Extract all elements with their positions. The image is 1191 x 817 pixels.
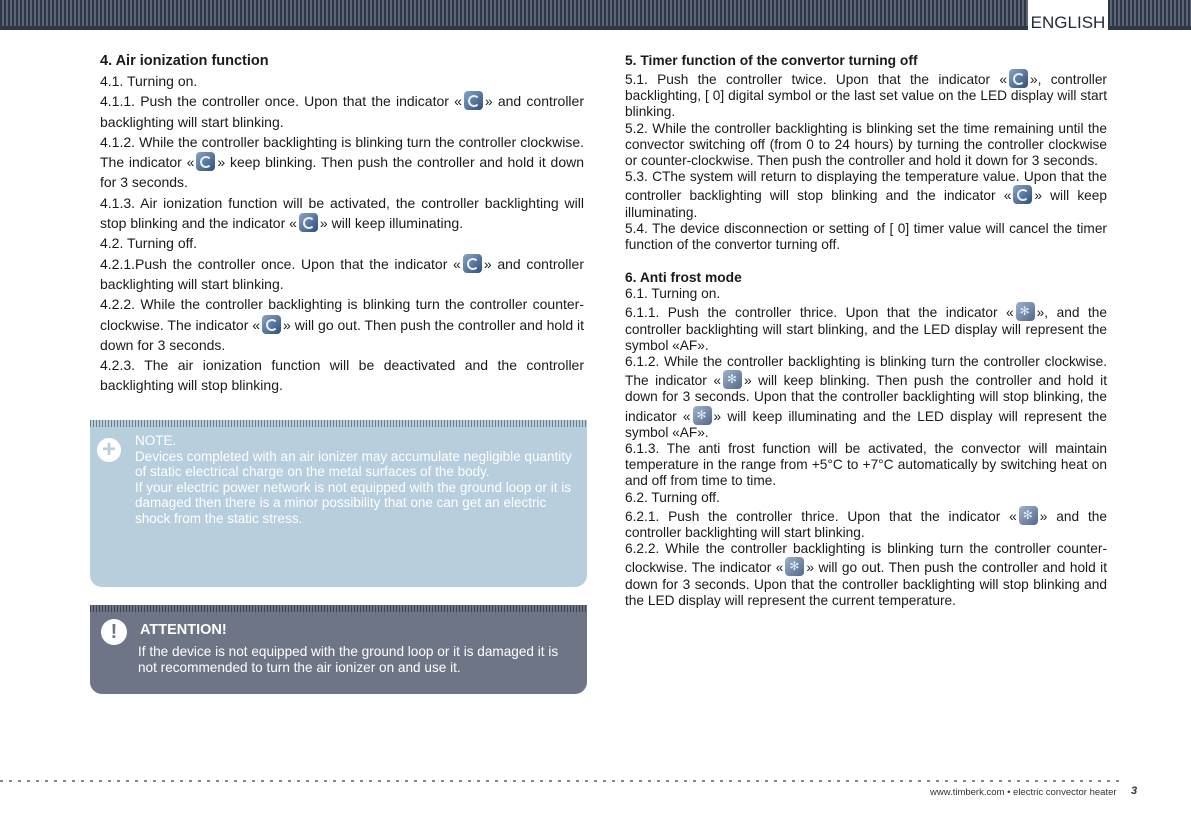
footer-text: www.timberk.com • electric convector heater: [930, 787, 1117, 798]
section-6-heading: 6. Anti frost mode: [625, 270, 742, 286]
header-bar: [0, 0, 1191, 30]
paragraph: 6.2. Turning off.: [625, 489, 720, 505]
snowflake-icon: [785, 557, 804, 576]
timer-icon: [1009, 69, 1028, 88]
paragraph: 6.2.2. While the controller backlighting is blinking turn the controller counter-clockwise. The indicator «✻ » will go out. Then push the controller and hold it down for 3 seconds. Upon that the controller backlighting will stop blinking and the LED display will represent the current temperature.: [625, 541, 1107, 609]
paragraph: 5.2. While the controller backlighting is blinking set the time remaining until the convector switching off (from 0 to 24 hours) by turning the controller clockwise or counter-clockwise. Then push the controller and hold it down for 3 seconds.: [625, 120, 1107, 169]
paragraph: 5.3. CThe system will return to displaying the temperature value. Upon that the controller backlighting will stop blinking and the indicator « » will keep illuminating.: [625, 169, 1107, 220]
exclamation-icon: !: [101, 619, 127, 645]
note-text: Devices completed with an air ionizer may accumulate negligible quantity of static electrical charge on the metal surfaces of the body.: [135, 448, 572, 479]
paragraph: 4.1. Turning on.: [100, 73, 198, 89]
paragraph: 6.1.2. While the controller backlighting is blinking turn the controller clockwise. The indicator «✻ » will keep blinking. Then push the controller and hold it down for 3 seconds. Upon that the controller backlighting will stop blinking, the indicator «✻ » will keep illuminating and the LED display will represent the symbol «AF».: [625, 354, 1107, 441]
footer-divider: [0, 780, 1120, 782]
paragraph: 4.1.1. Push the controller once. Upon that the indicator « » and controller backlighting will start blinking.: [100, 93, 584, 130]
snowflake-icon: [1019, 506, 1038, 525]
paragraph: 6.1.3. The anti frost function will be activated, the convector will maintain temperature in the range from +5°C to +7°C automatically by switching heat on and off from time to time.: [625, 441, 1107, 489]
right-column: [625, 52, 1107, 609]
ionizer-icon: [464, 91, 483, 110]
note-title: NOTE.: [135, 433, 177, 448]
paragraph: 4.1.2. While the controller backlighting is blinking turn the controller clockwise. The indicator « » keep blinking. Then push the controller and hold it down for 3 seconds.: [100, 133, 585, 191]
ionizer-icon: [262, 315, 281, 334]
paragraph: 4.2. Turning off.: [100, 235, 198, 252]
page-number: 3: [1131, 785, 1138, 797]
paragraph: 5.1. Push the controller twice. Upon that the indicator « », controller backlighting, [ 0] digital symbol or the last set value on the LED display will start blinking.: [625, 69, 1107, 121]
attention-text: If the device is not equipped with the ground loop or it is damaged it is not recommended to turn the air ionizer on and use it.: [138, 644, 559, 675]
snowflake-icon: [693, 406, 712, 425]
snowflake-icon: [723, 370, 742, 389]
paragraph: 4.2.2. While the controller backlighting is blinking turn the controller counter-clockwise. The indicator « » will go out. Then push the controller and hold it down for 3 seconds.: [100, 296, 584, 353]
note-box: [90, 420, 587, 587]
attention-title: ATTENTION!: [140, 622, 227, 638]
snowflake-icon: [1016, 302, 1035, 321]
paragraph: 6.1.1. Push the controller thrice. Upon that the indicator «✻ », and the controller backlighting will start blinking, and the LED display will represent the symbol «AF».: [625, 302, 1107, 354]
timer-icon: [1013, 185, 1032, 204]
section-5-heading: 5. Timer function of the convertor turning off: [625, 53, 918, 68]
paragraph: 4.1.3. Air ionization function will be activated, the controller backlighting will stop blinking and the indicator « » will keep illuminating.: [100, 194, 584, 232]
note-text: If your electric power network is not equipped with the ground loop or it is damaged then there is a minor possibility that one can get an electric shock from the static stress.: [135, 479, 571, 526]
ionizer-icon: [196, 152, 215, 171]
attention-box: [90, 605, 587, 694]
paragraph: 6.2.1. Push the controller thrice. Upon that the indicator «✻ » and the controller backlighting will start blinking.: [625, 506, 1107, 541]
ionizer-icon: [463, 254, 482, 273]
paragraph: 4.2.3. The air ionization function will be deactivated and the controller backlighting will stop blinking.: [100, 357, 584, 394]
paragraph: 5.4. The device disconnection or setting of [ 0] timer value will cancel the timer function of the convertor turning off.: [625, 220, 1107, 253]
ionizer-icon: [299, 213, 318, 232]
paragraph: 6.1. Turning on.: [625, 286, 721, 302]
left-column: [100, 52, 584, 396]
section-4-heading: 4. Air ionization function: [100, 53, 269, 69]
paragraph: 4.2.1.Push the controller once. Upon that the indicator « » and controller backlighting will start blinking.: [100, 255, 584, 292]
language-label: ENGLISH: [1028, 0, 1108, 35]
plus-icon: +: [97, 438, 121, 462]
